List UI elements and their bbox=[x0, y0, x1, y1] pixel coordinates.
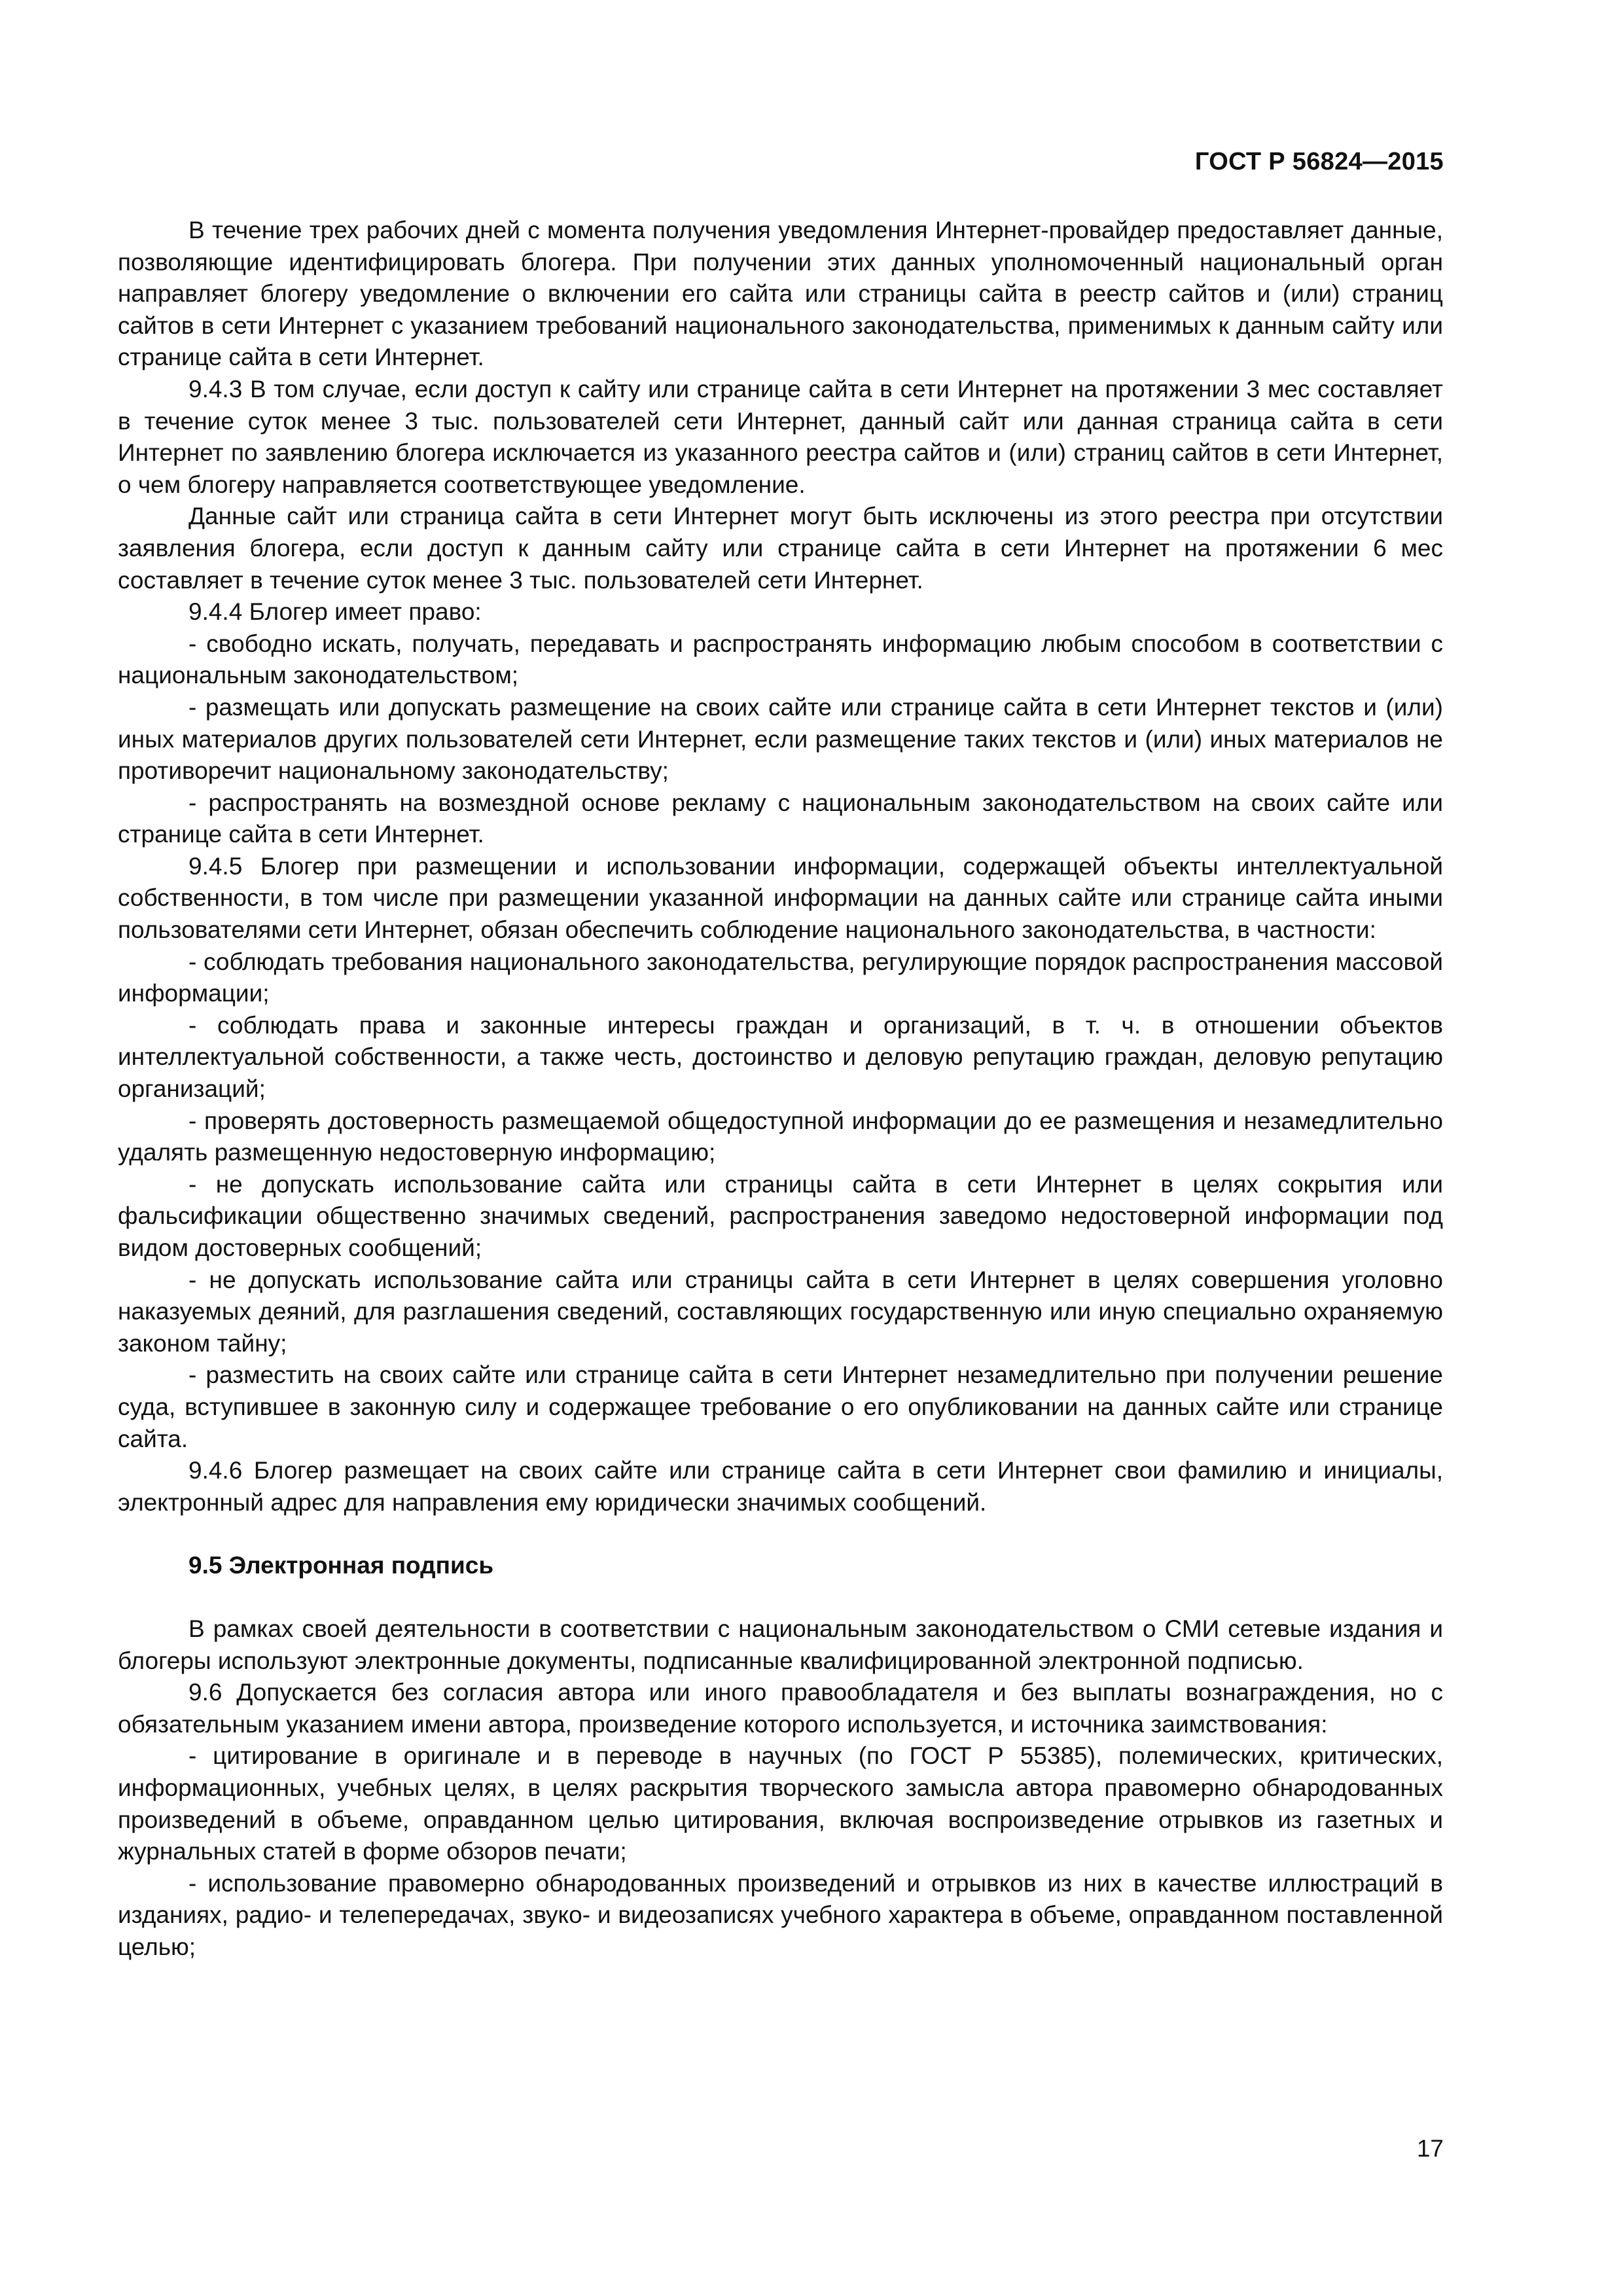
list-item: - цитирование в оригинале и в переводе в научных (по ГОСТ Р 55385), полемических, критических, информационных, учебных целях, в целях раскрытия творческого замысла автора правомерно обнародованных произведений в объеме, оправданном целью цитирования, включая воспроизведение отрывков из газетных и журнальных статей в форме обзоров печати; bbox=[118, 1742, 1443, 1865]
paragraph: В рамках своей деятельности в соответствии с национальным законодательством о СМИ сетевые издания и блогеры используют электронные документы, подписанные квалифицированной электронной подписью. bbox=[118, 1615, 1443, 1674]
paragraph: 9.4.5 Блогер при размещении и использовании информации, содержащей объекты интеллектуальной собственности, в том числе при размещении указанной информации на данных сайте или странице сайта иными пользователями сети Интернет, обязан обеспечить соблюдение национального законодательства, в частности: bbox=[118, 852, 1443, 944]
list-item: - проверять достоверность размещаемой общедоступной информации до ее размещения и незамедлительно удалять размещенную недостоверную информацию; bbox=[118, 1107, 1443, 1166]
paragraph: 9.4.6 Блогер размещает на своих сайте или странице сайта в сети Интернет свои фамилию и инициалы, электронный адрес для направления ему юридически значимых сообщений. bbox=[118, 1457, 1443, 1516]
document-body bbox=[118, 215, 1443, 1963]
list-item: - соблюдать требования национального законодательства, регулирующие порядок распространения массовой информации; bbox=[118, 948, 1443, 1007]
list-item: - разместить на своих сайте или странице сайта в сети Интернет незамедлительно при получении решение суда, вступившее в законную силу и содержащее требование о его опубликовании на данных сайте или странице сайта. bbox=[118, 1361, 1443, 1452]
paragraph: 9.4.3 В том случае, если доступ к сайту или странице сайта в сети Интернет на протяжении 3 мес составляет в течение суток менее 3 тыс. пользователей сети Интернет, данный сайт или данная страница сайта в сети Интернет по заявлению блогера исключается из указанного реестра сайтов и (или) страниц сайтов в сети Интернет, о чем блогеру направляется соответствующее уведомление. bbox=[118, 375, 1443, 498]
paragraph: 9.4.4 Блогер имеет право: bbox=[188, 598, 482, 626]
list-item: - использование правомерно обнародованных произведений и отрывков из них в качестве иллюстраций в изданиях, радио- и телепередачах, звуко- и видеозаписях учебного характера в объеме, оправданном поставленной целью; bbox=[118, 1869, 1443, 1960]
paragraph: В течение трех рабочих дней с момента получения уведомления Интернет-провайдер предоставляет данные, позволяющие идентифицировать блогера. При получении этих данных уполномоченный национальный орган направляет блогеру уведомление о включении его сайта или страницы сайта в реестр сайтов и (или) страниц сайтов в сети Интернет с указанием требований национального законодательства, применимых к данным сайту или странице сайта в сети Интернет. bbox=[118, 217, 1443, 371]
list-item: - не допускать использование сайта или страницы сайта в сети Интернет в целях сокрытия или фальсификации общественно значимых сведений, распространения заведомо недостоверной информации под видом достоверных сообщений; bbox=[118, 1170, 1443, 1261]
list-item: - размещать или допускать размещение на своих сайте или странице сайта в сети Интернет текстов и (или) иных материалов других пользователей сети Интернет, если размещение таких текстов и (или) иных материалов не противоречит национальному законодательству; bbox=[118, 693, 1443, 785]
paragraph: 9.6 Допускается без согласия автора или иного правообладателя и без выплаты вознаграждения, но с обязательным указанием имени автора, произведение которого используется, и источника заимствования: bbox=[118, 1679, 1443, 1738]
paragraph: Данные сайт или страница сайта в сети Интернет могут быть исключены из этого реестра при отсутствии заявления блогера, если доступ к данным сайту или странице сайта в сети Интернет на протяжении 6 мес составляет в течение суток менее 3 тыс. пользователей сети Интернет. bbox=[118, 503, 1443, 594]
list-item: - свободно искать, получать, передавать и распространять информацию любым способом в соответствии с национальным законодательством; bbox=[118, 630, 1443, 689]
list-item: - распространять на возмездной основе рекламу с национальным законодательством на своих сайте или странице сайта в сети Интернет. bbox=[118, 789, 1443, 848]
list-item: - соблюдать права и законные интересы граждан и организаций, в т. ч. в отношении объектов интеллектуальной собственности, а также честь, достоинство и деловую репутацию граждан, деловую репутацию организаций; bbox=[118, 1011, 1443, 1103]
page-number: 17 bbox=[1416, 2135, 1444, 2162]
list-item: - не допускать использование сайта или страницы сайта в сети Интернет в целях совершения уголовно наказуемых деяний, для разглашения сведений, составляющих государственную или иную специально охраняемую законом тайну; bbox=[118, 1266, 1443, 1357]
section-heading: 9.5 Электронная подпись bbox=[188, 1552, 494, 1579]
standard-code: ГОСТ Р 56824—2015 bbox=[1194, 148, 1444, 175]
